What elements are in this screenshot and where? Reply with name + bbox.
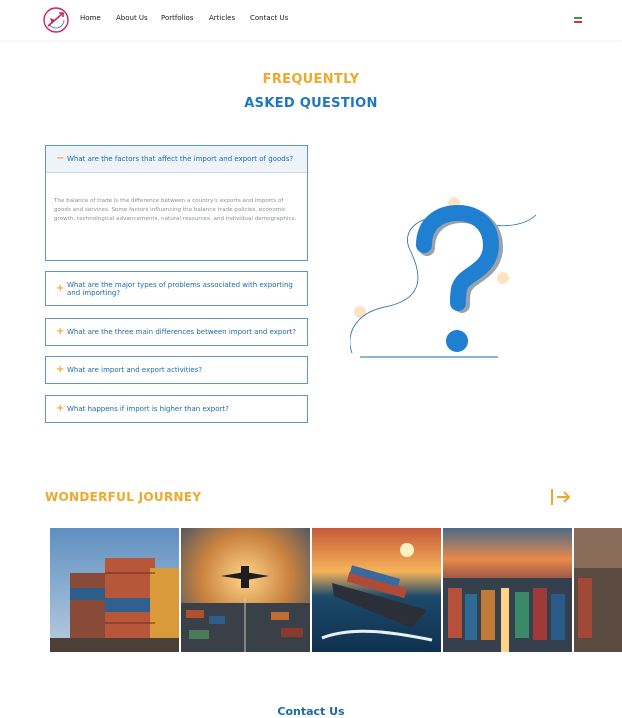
faq-question-text: What are the major types of problems associated with exporting and importing? xyxy=(67,280,293,297)
journey-title: WONDERFUL JOURNEY xyxy=(45,490,202,504)
airplane-cargo-photo[interactable] xyxy=(181,528,310,652)
arrow-right-icon[interactable] xyxy=(550,488,572,506)
contact-title: Contact Us xyxy=(277,705,345,718)
faq-question-text: What happens if import is higher than export? xyxy=(67,405,229,413)
faq-item[interactable] xyxy=(45,395,308,423)
faq-question-header[interactable] xyxy=(46,396,307,422)
expand-icon: + xyxy=(56,364,65,375)
main-nav xyxy=(80,14,300,22)
faq-question-header[interactable] xyxy=(46,272,307,305)
nav-contact-us[interactable]: Contact Us xyxy=(250,14,289,22)
cargo-ship-photo[interactable] xyxy=(312,528,441,652)
language-flag-icon[interactable] xyxy=(574,17,582,23)
faq-item-expanded xyxy=(45,145,308,261)
faq-answer-text: The balance of trade is the difference between a country's exports and imports of goods and services. Some factors influencing the balance trade policies, economic growth, technological advancements, natural resources, and individual demographics. xyxy=(54,198,297,222)
faq-question-text: What are the factors that affect the import and export of goods? xyxy=(67,155,294,163)
port-aerial-photo[interactable] xyxy=(443,528,572,652)
expand-icon: + xyxy=(56,326,65,337)
faq-item[interactable] xyxy=(45,318,308,346)
company-logo-icon[interactable] xyxy=(42,6,70,34)
expand-icon: + xyxy=(56,282,65,294)
containers-stack-photo[interactable] xyxy=(50,528,179,652)
site-header xyxy=(0,0,622,40)
faq-question-text: What are the three main differences between import and export? xyxy=(67,328,296,336)
nav-articles[interactable]: Articles xyxy=(209,14,236,22)
nav-about-us[interactable]: About Us xyxy=(116,14,148,22)
faq-question-text: What are import and export activities? xyxy=(67,366,203,374)
faq-item[interactable] xyxy=(45,271,308,306)
faq-question-header[interactable] xyxy=(46,357,307,383)
question-mark-illustration xyxy=(350,195,545,365)
expand-icon: + xyxy=(56,403,65,414)
collapse-icon: − xyxy=(56,153,65,164)
faq-title-line2: ASKED QUESTION xyxy=(244,96,378,111)
faq-item[interactable] xyxy=(45,356,308,384)
faq-question-header[interactable] xyxy=(46,319,307,345)
nav-portfolios[interactable]: Portfolios xyxy=(161,14,194,22)
partial-photo[interactable] xyxy=(574,528,622,652)
journey-gallery[interactable] xyxy=(50,528,622,652)
faq-title-line1: FREQUENTLY xyxy=(262,72,360,87)
nav-home[interactable]: Home xyxy=(80,14,101,22)
faq-question-header[interactable] xyxy=(46,146,307,173)
